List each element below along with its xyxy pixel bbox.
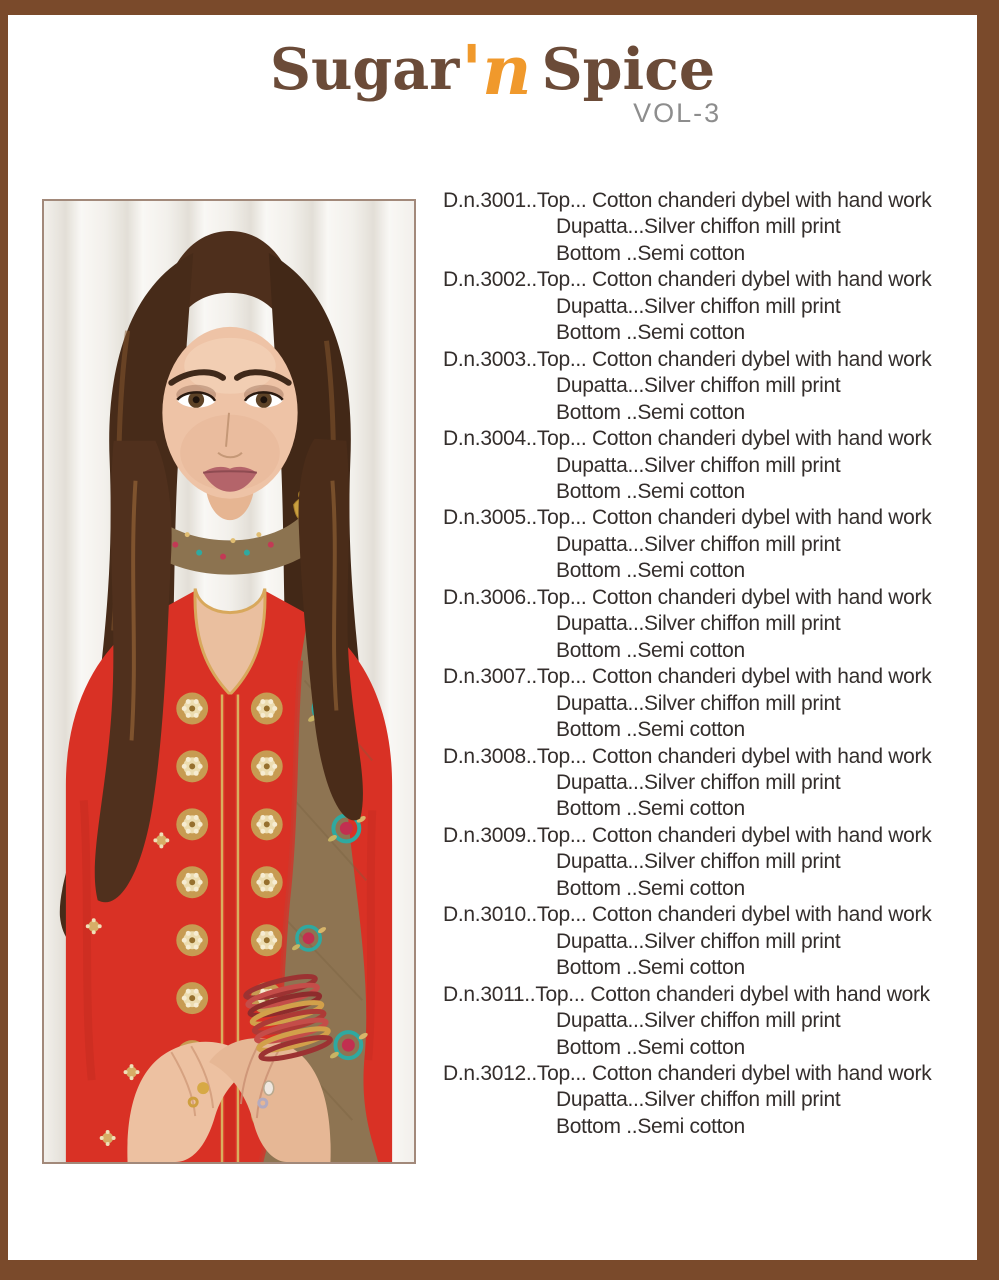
product-entry [443,585,975,664]
product-entry [443,744,975,823]
product-dupatta-line: Dupatta...Silver chiffon mill print [556,215,841,239]
frame-right-bar [977,0,999,1280]
product-design-line: D.n.3003..Top... Cotton chanderi dybel with hand work [443,347,932,371]
product-bottom-line: Bottom ..Semi cotton [556,1035,745,1059]
bangles [244,972,332,1063]
product-entry [443,426,975,505]
product-design-line: D.n.3004..Top... Cotton chanderi dybel with hand work [443,427,932,451]
product-bottom-line: Bottom ..Semi cotton [556,400,745,424]
product-entry [443,505,975,584]
product-dupatta-line: Dupatta...Silver chiffon mill print [556,770,841,794]
frame-left-bar [0,0,8,1280]
product-design-line: D.n.3011..Top... Cotton chanderi dybel with hand work [443,982,930,1006]
frame-bottom-bar [0,1260,999,1280]
product-dupatta-line: Dupatta...Silver chiffon mill print [556,453,841,477]
brand-word-spice: Spice [541,36,716,103]
product-design-line: D.n.3005..Top... Cotton chanderi dybel with hand work [443,506,932,530]
product-design-line: D.n.3012..Top... Cotton chanderi dybel with hand work [443,1061,932,1085]
product-bottom-line: Bottom ..Semi cotton [556,559,745,583]
product-bottom-line: Bottom ..Semi cotton [556,321,745,345]
product-dupatta-line: Dupatta...Silver chiffon mill print [556,532,841,556]
product-entry [443,267,975,346]
product-bottom-line: Bottom ..Semi cotton [556,1114,745,1138]
product-entry [443,347,975,426]
product-dupatta-line: Dupatta...Silver chiffon mill print [556,374,841,398]
product-list [443,188,975,1140]
product-design-line: D.n.3009..Top... Cotton chanderi dybel with hand work [443,823,932,847]
product-dupatta-line: Dupatta...Silver chiffon mill print [556,691,841,715]
product-design-line: D.n.3006..Top... Cotton chanderi dybel with hand work [443,585,932,609]
product-dupatta-line: Dupatta...Silver chiffon mill print [556,1088,841,1112]
model-photo [42,199,416,1164]
model-photo-illustration [44,201,414,1162]
product-entry [443,902,975,981]
product-dupatta-line: Dupatta...Silver chiffon mill print [556,1009,841,1033]
product-bottom-line: Bottom ..Semi cotton [556,638,745,662]
brand-word-sugar: Sugar [269,36,460,103]
product-bottom-line: Bottom ..Semi cotton [556,718,745,742]
product-design-line: D.n.3007..Top... Cotton chanderi dybel with hand work [443,665,932,689]
product-entry [443,982,975,1061]
product-entry [443,664,975,743]
product-entry [443,823,975,902]
product-bottom-line: Bottom ..Semi cotton [556,241,745,265]
product-bottom-line: Bottom ..Semi cotton [556,479,745,503]
brand-logo [269,31,722,128]
product-design-line: D.n.3010..Top... Cotton chanderi dybel with hand work [443,903,932,927]
product-entry [443,1061,975,1140]
header [8,31,977,128]
volume-label: VOL-3 [633,97,722,128]
product-dupatta-line: Dupatta...Silver chiffon mill print [556,929,841,953]
product-dupatta-line: Dupatta...Silver chiffon mill print [556,612,841,636]
product-dupatta-line: Dupatta...Silver chiffon mill print [556,294,841,318]
product-entry [443,188,975,267]
product-dupatta-line: Dupatta...Silver chiffon mill print [556,850,841,874]
product-bottom-line: Bottom ..Semi cotton [556,876,745,900]
product-bottom-line: Bottom ..Semi cotton [556,797,745,821]
product-bottom-line: Bottom ..Semi cotton [556,956,745,980]
brand-title: Sugar'n Spice [269,31,716,111]
product-design-line: D.n.3001..Top... Cotton chanderi dybel with hand work [443,189,932,212]
product-design-line: D.n.3008..Top... Cotton chanderi dybel with hand work [443,744,932,768]
frame-top-bar [0,0,999,15]
product-design-line: D.n.3002..Top... Cotton chanderi dybel with hand work [443,268,932,292]
